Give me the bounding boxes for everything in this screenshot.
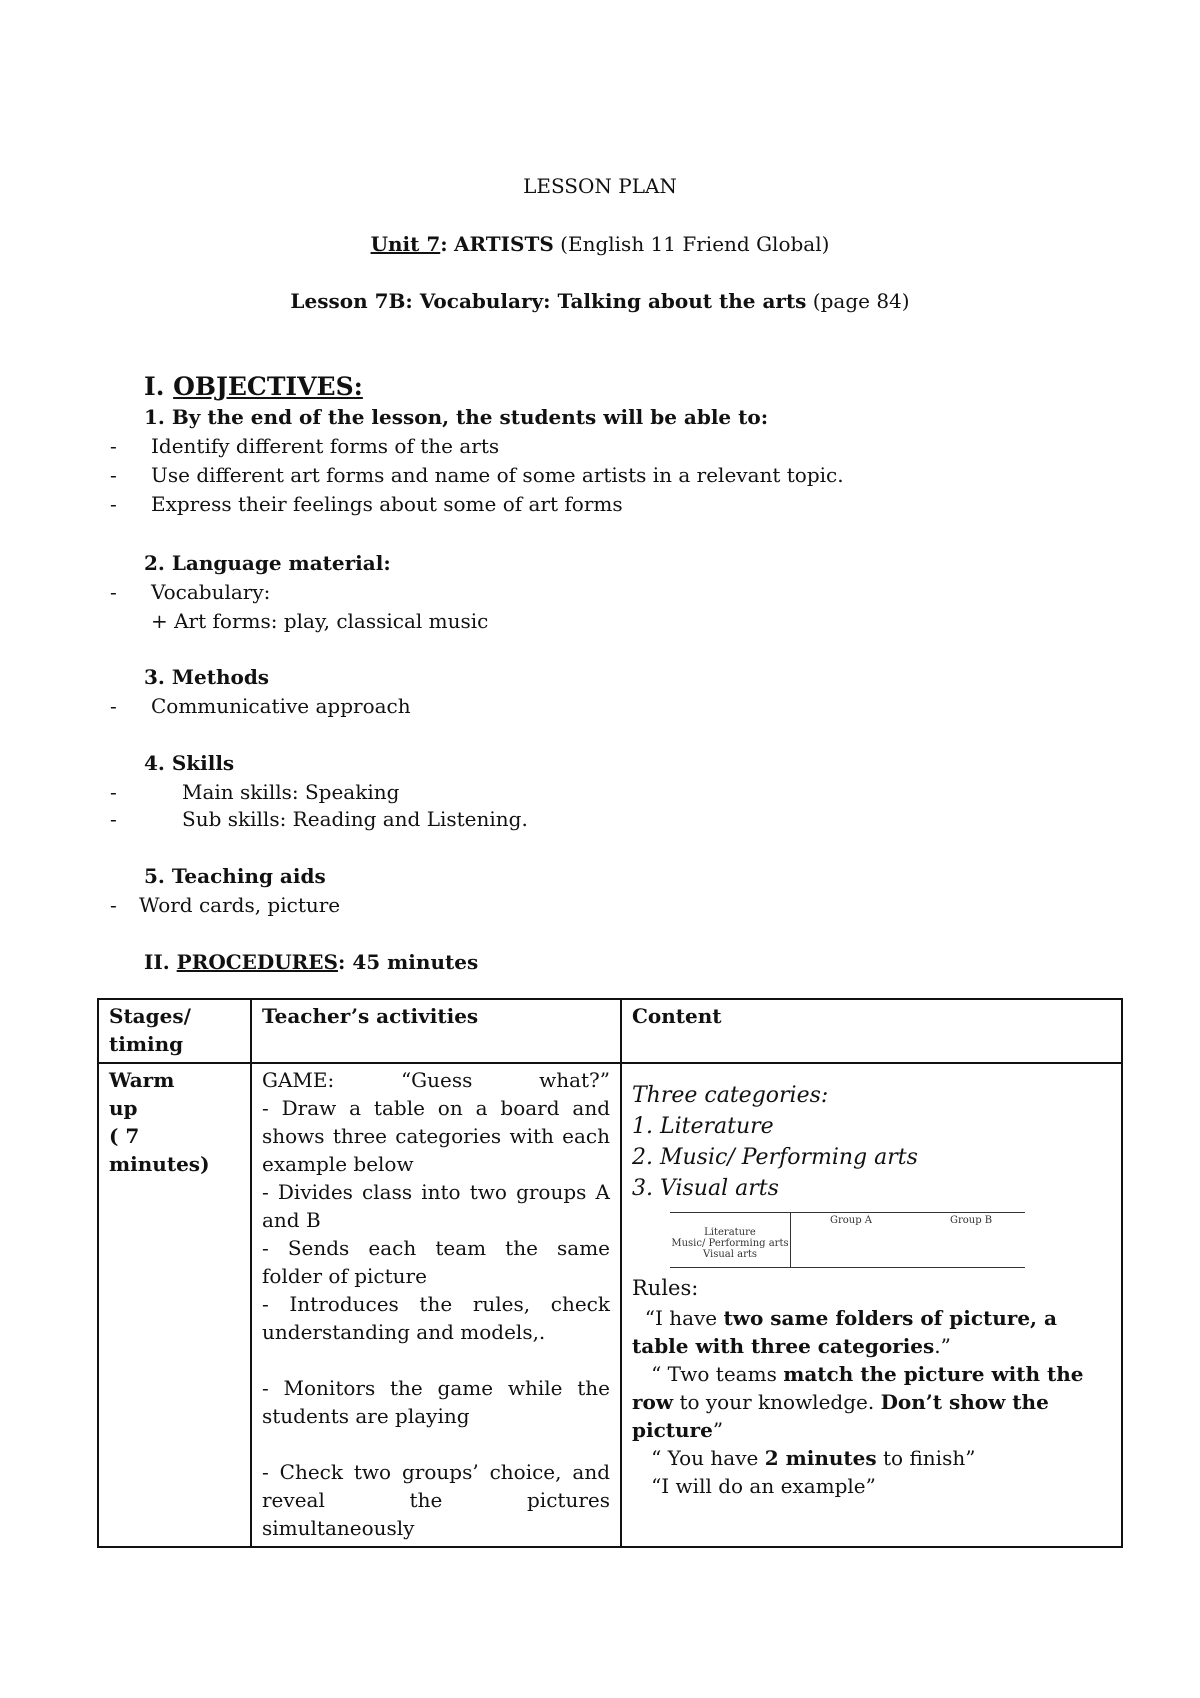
methods-title: 3. Methods bbox=[144, 665, 270, 689]
mini-group-a: Group A bbox=[830, 1215, 873, 1226]
teacher-step: - Introduces the rules, check understanding and models,. bbox=[262, 1292, 610, 1344]
category-item: 1. Literature bbox=[632, 1114, 774, 1139]
teacher-step: - Sends each team the same folder of picture bbox=[262, 1236, 610, 1288]
category-item: 3. Visual arts bbox=[632, 1176, 779, 1201]
categories-title: Three categories: bbox=[632, 1083, 829, 1108]
document-title: LESSON PLAN bbox=[523, 174, 677, 198]
bullet-dash: - bbox=[110, 492, 117, 516]
bullet-dash: - bbox=[110, 893, 117, 917]
skill-item: Sub skills: Reading and Listening. bbox=[182, 807, 528, 831]
skill-item: Main skills: Speaking bbox=[182, 780, 400, 804]
objective-item: Use different art forms and name of some artists in a relevant topic. bbox=[151, 463, 844, 487]
lesson-line bbox=[0, 289, 1200, 313]
language-material-title: 2. Language material: bbox=[144, 551, 391, 575]
rule-2: “ Two teams match the picture with the row to your knowledge. Don’t show the picture” bbox=[632, 1362, 1084, 1442]
unit-line: Unit 7: ARTISTS (English 11 Friend Global) bbox=[370, 232, 830, 256]
language-item: Vocabulary: bbox=[151, 580, 271, 604]
unit-label: Unit 7 bbox=[370, 232, 441, 256]
teacher-activities-cell bbox=[251, 1063, 621, 1547]
bullet-dash: - bbox=[110, 780, 117, 804]
teacher-step: - Draw a table on a board and shows three categories with each example below bbox=[262, 1096, 610, 1176]
table-header-row bbox=[98, 999, 1122, 1063]
teaching-aid-item: Word cards, picture bbox=[139, 893, 341, 917]
language-subitem: + Art forms: play, classical music bbox=[151, 609, 489, 633]
rule-4: “I will do an example” bbox=[651, 1474, 876, 1498]
unit-book: (English 11 Friend Global) bbox=[560, 232, 830, 256]
stage-name: Warm up bbox=[109, 1068, 175, 1120]
unit-name: ARTISTS bbox=[454, 232, 554, 256]
mini-category-table bbox=[670, 1212, 1025, 1268]
content-cell bbox=[621, 1063, 1122, 1547]
bullet-dash: - bbox=[110, 694, 117, 718]
method-item: Communicative approach bbox=[151, 694, 411, 718]
objectives-heading: I. OBJECTIVES: bbox=[144, 372, 363, 401]
rule-3: “ You have 2 minutes to finish” bbox=[651, 1446, 976, 1470]
objectives-section-1-title: 1. By the end of the lesson, the students will be able to: bbox=[144, 405, 769, 429]
lesson-page: (page 84) bbox=[812, 289, 910, 313]
teaching-aids-title: 5. Teaching aids bbox=[144, 864, 326, 888]
mini-group-b: Group B bbox=[950, 1215, 993, 1226]
mini-labels: Literature Music/ Performing arts Visual arts bbox=[670, 1227, 791, 1267]
category-item: 2. Music/ Performing arts bbox=[632, 1145, 918, 1170]
teacher-step: - Monitors the game while the students are playing bbox=[262, 1376, 610, 1428]
teacher-step: - Divides class into two groups A and B bbox=[262, 1180, 610, 1232]
rule-1: “I have two same folders of picture, a table with three categories.” bbox=[632, 1306, 1057, 1358]
header-stages: Stages/ timing bbox=[98, 999, 251, 1063]
objective-item: Identify different forms of the arts bbox=[151, 434, 500, 458]
objective-item: Express their feelings about some of art forms bbox=[151, 492, 623, 516]
stage-time: ( 7 minutes) bbox=[109, 1124, 210, 1176]
game-title: GAME: “Guess what?” bbox=[262, 1068, 610, 1092]
procedures-table bbox=[97, 998, 1123, 1548]
stage-cell bbox=[98, 1063, 251, 1547]
header-teacher-activities: Teacher’s activities bbox=[251, 999, 621, 1063]
bullet-dash: - bbox=[110, 580, 117, 604]
bullet-dash: - bbox=[110, 463, 117, 487]
skills-title: 4. Skills bbox=[144, 751, 235, 775]
teacher-step: - Check two groups’ choice, and reveal the pictures simultaneously bbox=[262, 1460, 610, 1540]
bullet-dash: - bbox=[110, 807, 117, 831]
lesson-title: Lesson 7B: Vocabulary: Talking about the arts bbox=[290, 289, 807, 313]
bullet-dash: - bbox=[110, 434, 117, 458]
procedures-heading: II. PROCEDURES: 45 minutes bbox=[144, 950, 479, 974]
table-row bbox=[98, 1063, 1122, 1547]
rules-label: Rules: bbox=[632, 1276, 699, 1300]
header-content: Content bbox=[621, 999, 1122, 1063]
